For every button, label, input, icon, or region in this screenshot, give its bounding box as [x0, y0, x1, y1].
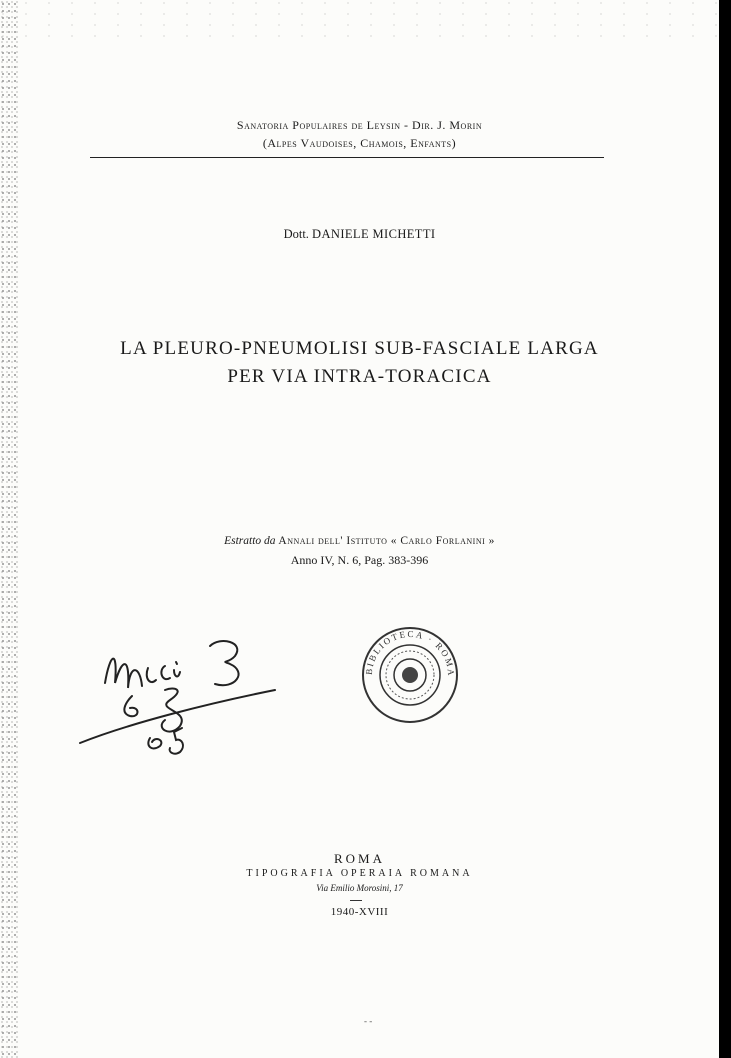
- extract-details: Anno IV, N. 6, Pag. 383-396: [290, 553, 429, 567]
- library-stamp: [360, 625, 460, 725]
- extract-source: Annali dell' Istituto « Carlo Forlanini »: [278, 535, 495, 547]
- author-prefix: Dott.: [283, 227, 309, 241]
- extract-source-line: [0, 535, 719, 547]
- stamp-text: BIBLIOTECA · ROMA: [363, 628, 457, 678]
- title-line-2: PER VIA INTRA-TORACICA: [227, 366, 492, 387]
- institution-header: Sanatoria Populaires de Leysin - Dir. J. Morin: [236, 118, 483, 132]
- imprint-address: Via Emilio Morosini, 17: [316, 883, 403, 893]
- imprint-rule: [350, 900, 362, 901]
- extract-lead: Estratto da: [224, 535, 276, 547]
- scan-edge-noise: [0, 0, 18, 1058]
- imprint-city: ROMA: [333, 851, 385, 866]
- bottom-mark: - -: [364, 1016, 373, 1026]
- institution-subheader: (Alpes Vaudoises, Chamois, Enfants): [262, 136, 457, 150]
- imprint-printer: TIPOGRAFIA OPERAIA ROMANA: [246, 868, 473, 879]
- handwritten-shelfmark: [70, 628, 290, 768]
- title-line-1: LA PLEURO-PNEUMOLISI SUB-FASCIALE LARGA: [120, 338, 599, 359]
- author-line: [0, 227, 719, 242]
- imprint-year: 1940-XVIII: [330, 906, 389, 918]
- scan-top-noise: [0, 0, 719, 40]
- header-rule: [90, 157, 604, 158]
- author-name: DANIELE MICHETTI: [312, 227, 436, 241]
